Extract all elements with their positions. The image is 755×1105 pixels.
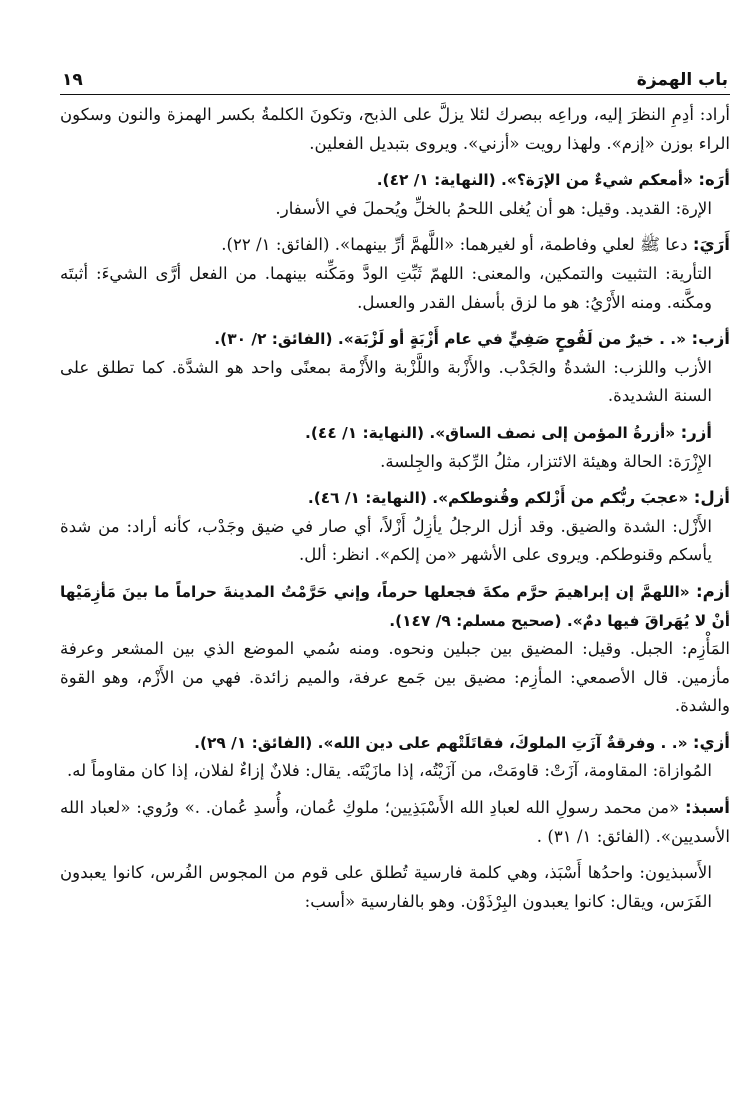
paragraph [60,513,730,570]
paragraph [60,448,730,477]
paragraph-text: أراد: أدِمِ النظرَ إليه، وراعِه ببصرك لئلا يزلَّ على الذبح، وتكونَ الكلمةُ بكسر الهمزة والنون وسكون الراء بوزن «إزم». ولهذا رويت «أزني». ويروى بتبديل الفعلين. [60,105,730,153]
paragraph [60,231,730,260]
entry-heading: أرَه: [698,170,730,190]
paragraph-text: الأَسبذيون: واحدُها أَسْبَذ، وهي كلمة فارسية تُطلق على قوم من المجوس الفُرس، كانوا يعبدون الفَرَس، ويقال: كانوا يعبدون البِرْذَوْن. وهو بالفارسية «أسب: [60,863,712,911]
entry-heading: أزل: [693,488,730,508]
paragraph-text: «. . خيرٌ من لَقُوحٍ صَفِيٍّ في عام أَزْبَةٍ أو لَزْبَة». (الفائق: ٢/ ٣٠). [214,330,692,349]
paragraph-text: الإرة: القديد. وقيل: هو أن يُغلى اللحمُ بالخلِّ ويُحملَ في الأسفار. [275,198,712,218]
paragraph-text: الإِزْرَة: الحالة وهيئة الائتزار، مثلُ الرِّكبة والجِلسة. [380,451,712,471]
paragraph [60,419,730,448]
entry-heading: أسبذ: [684,798,730,818]
paragraph-text: دعا ﷺ لعلي وفاطمة، أو لغيرهما: «اللَّهمَّ أرِّ بينهما». (الفائق: ١/ ٢٢). [221,235,693,255]
paragraph [60,101,730,158]
paragraph-text: التأرية: التثبيت والتمكين، والمعنى: اللهمّ ثَبِّتِ الودَّ ومَكِّنه بينهما. من الفعل أرَّى الشيءَ: أثبتَه ومكَّنه. ومنه الأَرْيُ: هو ما لزق بأسفل القدر والعسل. [60,263,712,312]
paragraph-text: «. . وفرقةٌ آزَتِ الملوكَ، فقاتَلَتْهم على دين الله». (الفائق: ١/ ٢٩). [194,733,693,752]
paragraph-text: المُوازاة: المقاومة، آزَتْ: قاومَتْ، من آزَيْتُه، إذا مازَيْتَه. يقال: فلانٌ إزاءٌ لفلان، إذا كان مقاوماً له. [66,761,712,781]
entry-heading: أزر: [680,422,712,442]
page-number: ١٩ [62,70,83,90]
paragraph [60,325,730,354]
paragraph [60,260,730,317]
paragraph [60,859,730,916]
paragraph-text: «اللهمَّ إن إبراهيمَ حرَّم مكةَ فجعلها حرماً، وإني حَرَّمْتُ المدينةَ حراماً ما بينَ مَأزِمَيْها أنْ لا يُهَراقَ فيها دمٌ». (صحيح مسلم: ٩/ ١٤٧). [60,582,730,630]
paragraph-text: المَأْزِم: الجبل. وقيل: المضيق بين جبلين ونحوه. ومنه سُمي الموضع الذي بين المشعر وعرفة مأزمين. قال الأصمعي: المأزِم: مضيق بين جَمع عرفة، والميم زائدة. فهي من الأَزْم، وهو القوة والشدة. [60,639,730,716]
chapter-title: باب الهمزة [636,70,728,90]
paragraph [60,729,730,758]
entry-heading: أَرَيَ: [692,235,730,255]
paragraph [60,578,730,635]
paragraph-text: «من محمد رسولِ الله لعبادِ الله الأَسْبَذِيين؛ ملوكِ عُمان، وأُسدِ عُمان. .» ورُوي: «لعباد الله الأسديين». (الفائق: ١/ ٣١) . [60,798,730,846]
paragraph [60,794,730,851]
paragraph-text: الأزب واللزب: الشدةُ والجَدْب. والأَزْبة واللَّزْبة والأَزْمة بمعنًى واحد هو الشدَّة. كما تطلق على السنة الشديدة. [60,357,712,406]
paragraph-text: «أمعكم شيءٌ من الإرَة؟». (النهاية: ١/ ٤٢). [376,171,699,190]
page-content [60,95,730,916]
paragraph-text: «أزرةُ المؤمن إلى نصف الساق». (النهاية: ١/ ٤٤). [305,423,681,442]
entry-heading: أزي: [692,732,730,752]
page-header [60,62,730,95]
paragraph [60,166,730,195]
paragraph [60,354,730,411]
paragraph-text: «عجبَ ربُّكم من أَزْلكم وقُنوطكم». (النهاية: ١/ ٤٦). [307,489,694,508]
paragraph [60,757,730,786]
document-page [60,62,730,916]
entry-heading: أزب: [691,329,730,349]
paragraph [60,195,730,224]
paragraph [60,635,730,721]
entry-heading: أزم: [695,581,730,601]
paragraph [60,484,730,513]
paragraph-text: الأَزْل: الشدة والضيق. وقد أزل الرجلُ يأزِلُ أَزْلاً، أي صار في ضيق وجَدْب، كأنه أراد: من شدة يأسكم وقنوطكم. ويروى على الأشهر «من إلكم». انظر: ألل. [60,516,712,565]
